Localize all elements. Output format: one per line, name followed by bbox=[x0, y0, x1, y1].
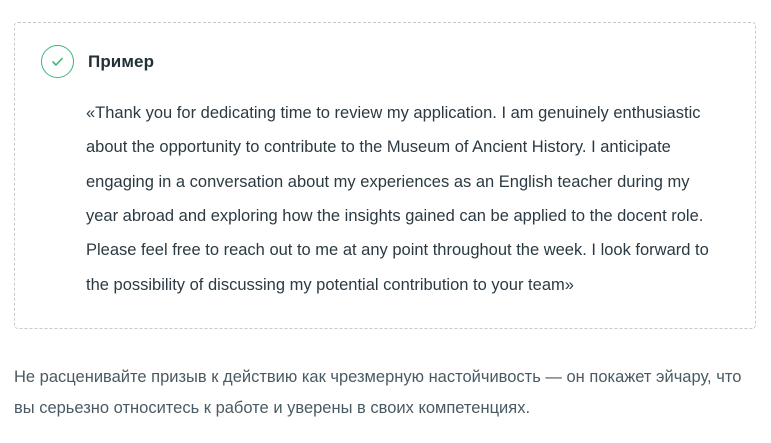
footer-note-text: Не расценивайте призыв к действию как чрезмерную настойчивость — он покажет эйчару, что вы серьезно относитесь к работе и уверены в своих компетенциях. bbox=[14, 368, 742, 417]
example-card-body bbox=[41, 96, 729, 302]
example-card-header bbox=[41, 45, 729, 78]
footer-note bbox=[14, 362, 760, 423]
example-quote-text: «Thank you for dedicating time to review my application. I am genuinely enthusiastic about the opportunity to contribute to the Museum of Ancient History. I anticipate engaging in a conversation about my experiences as an English teacher during my year abroad and exploring how the insights gained can be applied to the docent role. Please feel free to reach out to me at any point throughout the week. I look forward to the possibility of discussing my potential contribution to your team» bbox=[86, 104, 709, 294]
example-card-title: Пример bbox=[88, 51, 155, 71]
example-card bbox=[14, 22, 756, 329]
check-circle-icon bbox=[41, 45, 74, 78]
